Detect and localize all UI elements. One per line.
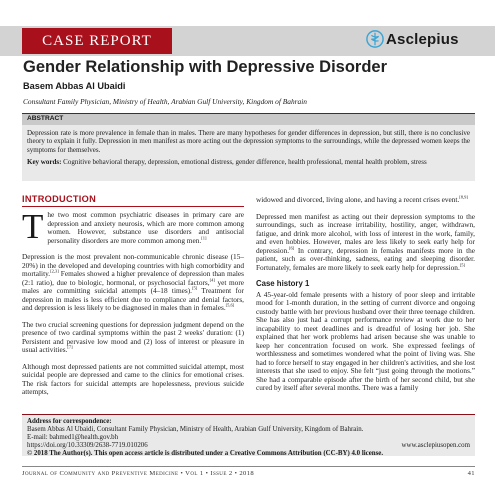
section-label: CASE REPORT <box>22 28 172 54</box>
logo-text: Asclepius <box>386 30 459 48</box>
page-footer <box>22 470 475 477</box>
right-paragraph-1: widowed and divorced, living alone, and having a recent crises event.[8,9] <box>256 194 468 204</box>
keywords-list: Cognitive behavioral therapy, depression, emotional distress, gender difference, health professional, mental health problem, stress <box>63 158 427 167</box>
doi-link[interactable]: https://doi.org/10.33309/2638-7719.010206 <box>27 442 148 449</box>
abstract-box <box>22 113 475 181</box>
caduceus-icon <box>366 30 384 48</box>
correspondence-links <box>27 442 470 450</box>
correspondence-email[interactable]: E-mail: bahmed1@health.gov.bh <box>27 434 119 441</box>
right-column <box>256 196 475 401</box>
intro-paragraph-2: Depression is the most prevalent non-communicable chronic disease (15–20%) in the developed and developing countries with high comorbidity and mortality.[2,3] Females showed a higher prevalence of depression than males (2:1 ratio), due to biologic, hormonal, or psychosocial factors,[4] yet more males are committing suicidal attempts (4–18 times).[5] Treatment for depression in males is less efficient due to compliance and denial factors, and depression is less likely to be diagnosed in males than in females.[5,6] <box>22 252 244 312</box>
drop-cap: T <box>22 207 44 246</box>
correspondence-address: Basem Abbas Al Ubaidi, Consultant Family Physician, Ministry of Health, Arabian Gulf University, Kingdom of Bahrain. <box>27 426 364 433</box>
keywords-label: Key words: <box>27 158 62 167</box>
right-paragraph-2: Depressed men manifest as acting out their depression symptoms to the surroundings, such as increase irritability, hostility, anger, withdrawn, fatigue, and drink more alcohol, with loss of interest in the work, family, and even hobbies. However, males are less likely to seek early help for depression.[6] In contrary, depression in females manifests more in the patient, such as over-thinking, sadness, eating and sleeping disorder. Fortunately, females are more likely to seek early help for depression.[5] <box>256 211 475 272</box>
copyright-notice: © 2018 The Author(s). This open access article is distributed under a Creative Commons Attribution (CC-BY) 4.0 license. <box>27 450 384 457</box>
case-history-heading: Case history 1 <box>256 279 310 288</box>
intro-paragraph-1: The two most common psychiatric diseases in primary care are depression and anxiety neurosis, which are more common among women. However, substance use disorders and antisocial personality disorders are more common among men.[1] <box>22 207 244 246</box>
introduction-rule <box>22 206 244 207</box>
left-column <box>22 207 244 405</box>
intro-paragraph-4: Although most depressed patients are not committed suicidal attempt, most suicidal people are depressed and came to the clinics for emotional crises. The risk factors for suicidal attempts are hopelessness, previous suicide attempts, <box>22 361 244 396</box>
keywords <box>22 154 475 166</box>
author-affiliation: Consultant Family Physician, Ministry of Health, Arabian Gulf University, Kingdom of Bahrain <box>23 97 307 106</box>
correspondence-box <box>22 414 475 456</box>
article-title: Gender Relationship with Depressive Disorder <box>23 58 388 76</box>
abstract-heading: ABSTRACT <box>22 114 475 125</box>
website-link[interactable]: www.asclepiusopen.com <box>401 442 470 449</box>
footer-rule <box>22 466 475 467</box>
introduction-heading: INTRODUCTION <box>22 194 97 204</box>
correspondence-heading: Address for correspondence: <box>27 418 112 425</box>
case-history-text: A 45-year-old female presents with a history of poor sleep and irritable mood for 1-month duration, in the setting of current divorce and ongoing custody battle with her previous husband over their three teenage children. She has also just had a corrupt performance review at work due to her incapability to meet deadlines and is dreadful of losing her job. She explained that her work problems had arisen because she was unable to keep her concentration focused on work. She expressed feelings of worthlessness and sometimes wondered what the point of living was. She had to force herself to stay engaged in her children's activities, and she lost interests that she used to enjoy. She felt “just going through the motions.” She had a comparable episode after the birth of her second child, but she cured by itself after several months. There was a family <box>256 289 475 392</box>
publisher-logo[interactable] <box>366 27 459 51</box>
page-number: 41 <box>467 470 475 477</box>
journal-citation: Journal of Community and Preventive Medicine • Vol 1 • Issue 2 • 2018 <box>22 470 255 477</box>
intro-paragraph-3: The two crucial screening questions for depression judgment depend on the presence of two cardinal symptoms within the past 2 weeks' duration: (1) Persistent and pervasive low mood and (2) loss of interest or pleasure in usual activities.[7] <box>22 319 244 354</box>
article-author: Basem Abbas Al Ubaidi <box>23 81 126 91</box>
abstract-text: Depression rate is more prevalence in female than in males. There are many hypotheses for gender differences in depression, but still, there is no conclusive theory to explain it fully. Depression in men manifest as more acting out the depression symptoms to the surroundings, while the depressed women keeps the symptoms for themselves. <box>27 129 470 154</box>
